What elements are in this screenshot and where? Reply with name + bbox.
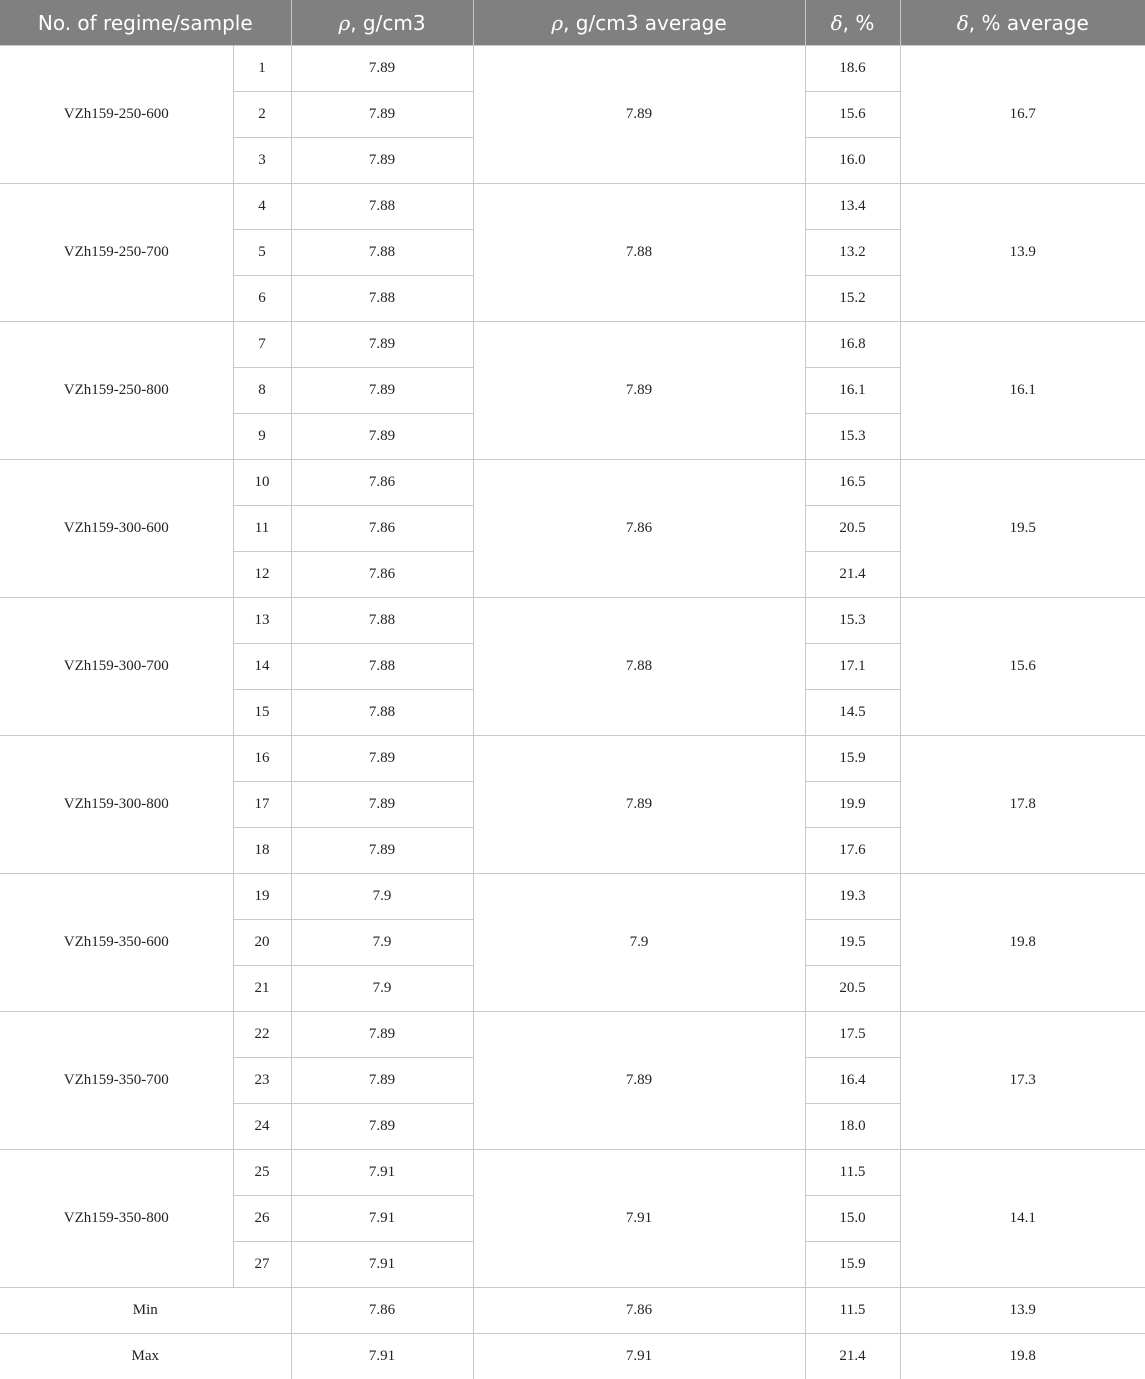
sample-number: 4 [233,184,291,230]
elongation-average: 13.9 [900,184,1145,322]
density-value: 7.89 [291,368,473,414]
elongation-value: 17.6 [805,828,900,874]
density-value: 7.86 [291,552,473,598]
sample-number: 19 [233,874,291,920]
elongation-value: 15.3 [805,598,900,644]
density-value: 7.89 [291,1012,473,1058]
density-value: 7.9 [291,874,473,920]
elongation-value: 19.5 [805,920,900,966]
sample-number: 15 [233,690,291,736]
density-value: 7.88 [291,644,473,690]
elongation-value: 16.4 [805,1058,900,1104]
density-average: 7.86 [473,460,805,598]
elongation-value: 18.0 [805,1104,900,1150]
density-value: 7.91 [291,1150,473,1196]
elongation-value: 15.0 [805,1196,900,1242]
summary-elongation: 11.5 [805,1288,900,1334]
elongation-value: 16.5 [805,460,900,506]
elongation-value: 19.9 [805,782,900,828]
sample-number: 14 [233,644,291,690]
regime-cell: VZh159-350-600 [0,874,233,1012]
header-density-average: ρ, g/cm3 average [473,0,805,46]
density-value: 7.89 [291,782,473,828]
sample-number: 3 [233,138,291,184]
header-density: ρ, g/cm3 [291,0,473,46]
density-value: 7.89 [291,322,473,368]
elongation-average: 19.5 [900,460,1145,598]
summary-density-average: 7.91 [473,1334,805,1379]
elongation-value: 15.3 [805,414,900,460]
elongation-value: 11.5 [805,1150,900,1196]
table-row [0,1012,1145,1058]
header-regime-sample: No. of regime/sample [0,0,291,46]
table-row [0,46,1145,92]
sample-number: 17 [233,782,291,828]
elongation-value: 15.9 [805,1242,900,1288]
elongation-average: 16.1 [900,322,1145,460]
density-average: 7.88 [473,598,805,736]
sample-number: 7 [233,322,291,368]
density-value: 7.89 [291,138,473,184]
regime-cell: VZh159-300-700 [0,598,233,736]
table-row [0,736,1145,782]
regime-cell: VZh159-350-800 [0,1150,233,1288]
sample-number: 2 [233,92,291,138]
regime-cell: VZh159-300-600 [0,460,233,598]
summary-label: Min [0,1288,291,1334]
summary-label: Max [0,1334,291,1379]
sample-number: 25 [233,1150,291,1196]
elongation-value: 16.0 [805,138,900,184]
density-value: 7.88 [291,276,473,322]
density-value: 7.89 [291,828,473,874]
density-average: 7.91 [473,1150,805,1288]
density-value: 7.9 [291,920,473,966]
elongation-value: 13.4 [805,184,900,230]
elongation-value: 18.6 [805,46,900,92]
elongation-value: 15.2 [805,276,900,322]
elongation-value: 15.6 [805,92,900,138]
density-value: 7.89 [291,1058,473,1104]
density-value: 7.89 [291,1104,473,1150]
sample-number: 12 [233,552,291,598]
summary-elongation-average: 19.8 [900,1334,1145,1379]
header-elongation-average: δ, % average [900,0,1145,46]
density-average: 7.88 [473,184,805,322]
elongation-value: 15.9 [805,736,900,782]
sample-number: 6 [233,276,291,322]
density-value: 7.88 [291,184,473,230]
elongation-average: 17.3 [900,1012,1145,1150]
sample-number: 27 [233,1242,291,1288]
density-average: 7.89 [473,46,805,184]
summary-row [0,1288,1145,1334]
summary-row [0,1334,1145,1379]
density-value: 7.88 [291,690,473,736]
regime-cell: VZh159-250-700 [0,184,233,322]
elongation-average: 16.7 [900,46,1145,184]
table-body [0,46,1145,1379]
regime-cell: VZh159-250-600 [0,46,233,184]
sample-number: 18 [233,828,291,874]
elongation-average: 17.8 [900,736,1145,874]
density-value: 7.89 [291,414,473,460]
summary-density: 7.91 [291,1334,473,1379]
table-row [0,184,1145,230]
table-row [0,460,1145,506]
sample-number: 24 [233,1104,291,1150]
summary-density-average: 7.86 [473,1288,805,1334]
regime-cell: VZh159-300-800 [0,736,233,874]
elongation-value: 20.5 [805,506,900,552]
elongation-average: 14.1 [900,1150,1145,1288]
density-value: 7.89 [291,736,473,782]
elongation-value: 14.5 [805,690,900,736]
density-value: 7.88 [291,598,473,644]
density-average: 7.89 [473,322,805,460]
elongation-value: 13.2 [805,230,900,276]
table-row [0,598,1145,644]
density-value: 7.86 [291,460,473,506]
density-value: 7.91 [291,1242,473,1288]
sample-number: 10 [233,460,291,506]
density-average: 7.89 [473,1012,805,1150]
table-row [0,874,1145,920]
summary-elongation: 21.4 [805,1334,900,1379]
density-average: 7.89 [473,736,805,874]
elongation-value: 17.1 [805,644,900,690]
sample-number: 8 [233,368,291,414]
sample-number: 22 [233,1012,291,1058]
elongation-value: 19.3 [805,874,900,920]
sample-number: 11 [233,506,291,552]
sample-number: 13 [233,598,291,644]
density-value: 7.89 [291,46,473,92]
summary-density: 7.86 [291,1288,473,1334]
regime-cell: VZh159-350-700 [0,1012,233,1150]
header-elongation: δ, % [805,0,900,46]
summary-elongation-average: 13.9 [900,1288,1145,1334]
table-header [0,0,1145,46]
sample-number: 23 [233,1058,291,1104]
table-row [0,1150,1145,1196]
elongation-value: 16.1 [805,368,900,414]
elongation-average: 15.6 [900,598,1145,736]
sample-number: 20 [233,920,291,966]
regime-cell: VZh159-250-800 [0,322,233,460]
elongation-value: 16.8 [805,322,900,368]
density-value: 7.88 [291,230,473,276]
density-value: 7.9 [291,966,473,1012]
elongation-value: 20.5 [805,966,900,1012]
elongation-average: 19.8 [900,874,1145,1012]
density-value: 7.89 [291,92,473,138]
density-average: 7.9 [473,874,805,1012]
density-value: 7.91 [291,1196,473,1242]
sample-number: 26 [233,1196,291,1242]
elongation-value: 21.4 [805,552,900,598]
density-value: 7.86 [291,506,473,552]
sample-number: 5 [233,230,291,276]
sample-number: 16 [233,736,291,782]
sample-number: 21 [233,966,291,1012]
sample-number: 9 [233,414,291,460]
sample-number: 1 [233,46,291,92]
elongation-value: 17.5 [805,1012,900,1058]
table-row [0,322,1145,368]
